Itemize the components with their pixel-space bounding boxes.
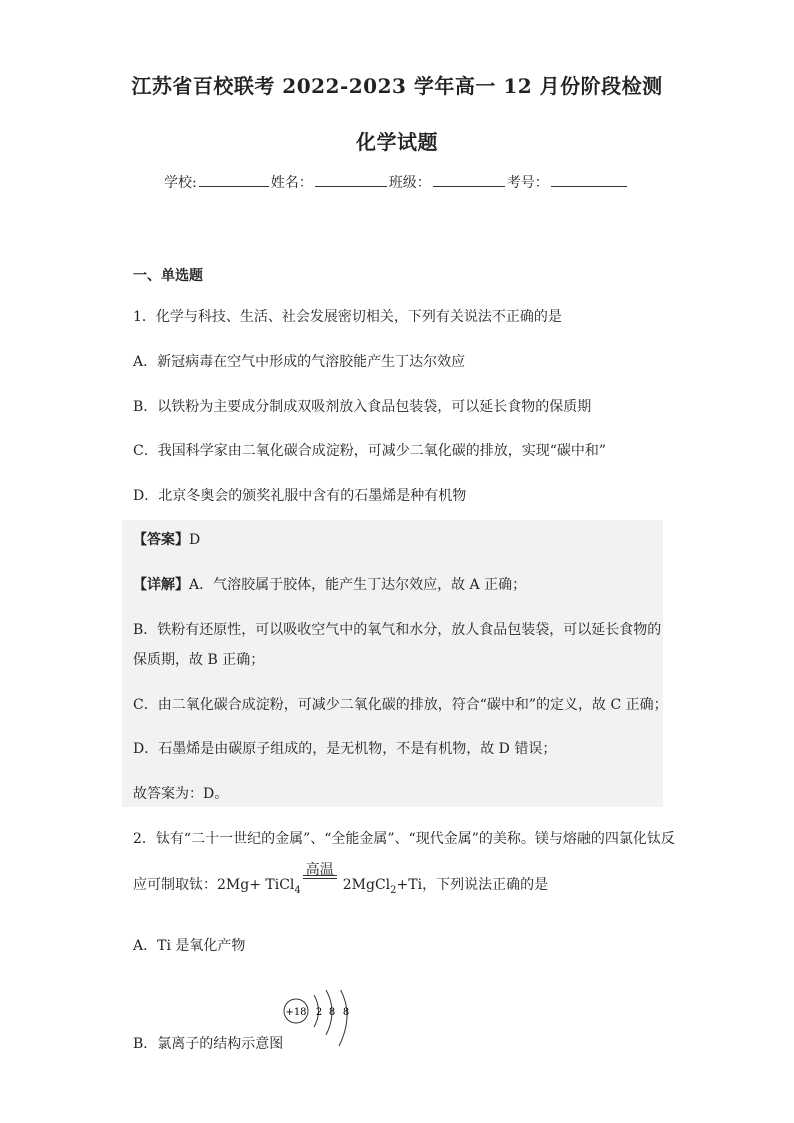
number-blank[interactable] (551, 171, 627, 187)
detail-line-1 (133, 574, 526, 594)
shell-electrons-3: 8 (342, 1007, 350, 1018)
detail-label: 【详解】 (133, 577, 189, 593)
reaction-reactants: 应可制取钛：2Mg+ TiCl (133, 877, 295, 893)
detail-line-6: 故答案为：D。 (133, 786, 229, 802)
chloride-ion-diagram (281, 990, 371, 1050)
shell-electrons-1: 2 (315, 1007, 323, 1018)
equals-bar-top (303, 875, 337, 876)
answer-value: D (189, 532, 201, 548)
detail-line-5: D．石墨烯是由碳原子组成的，是无机物，不是有机物，故 D 错误； (133, 741, 557, 757)
detail-line-3: 保质期，故 B 正确； (133, 652, 265, 668)
question-1-option-b: B．以铁粉为主要成分制成双吸剂放入食品包装袋，可以延长食物的保质期 (133, 399, 592, 415)
class-blank[interactable] (433, 171, 505, 187)
nucleus-charge: +18 (285, 1007, 307, 1018)
subscript-4: 4 (294, 884, 301, 896)
student-info-row (164, 171, 629, 192)
number-label: 考号： (506, 175, 549, 191)
question-1-stem: 1．化学与科技、生活、社会发展密切相关，下列有关说法不正确的是 (133, 309, 562, 325)
exam-subtitle: 化学试题 (356, 130, 438, 154)
question-2-stem-line-2 (133, 862, 549, 896)
answer-line (133, 529, 200, 549)
question-1-option-a: A．新冠病毒在空气中形成的气溶胶能产生丁达尔效应 (133, 354, 466, 370)
reaction-product: 2MgCl (342, 877, 391, 893)
shell-arc-3 (339, 990, 350, 1046)
question-1-option-c: C．我国科学家由二氧化碳合成淀粉，可减少二氧化碳的排放，实现“碳中和” (133, 443, 607, 459)
class-label: 班级： (388, 175, 431, 191)
detail-text: A．气溶胶属于胶体，能产生丁达尔效应，故 A 正确； (189, 577, 527, 593)
exam-title: 江苏省百校联考 2022-2023 学年高一 12 月份阶段检测 (131, 74, 663, 98)
question-2-option-a: A．Ti 是氧化产物 (133, 938, 246, 954)
reaction-suffix: +Ti，下列说法正确的是 (396, 877, 549, 893)
name-label: 姓名： (270, 175, 313, 191)
subscript-2: 2 (390, 884, 397, 896)
equals-bar-bottom (303, 878, 337, 879)
school-blank[interactable] (199, 171, 269, 187)
shell-electrons-2: 8 (328, 1007, 336, 1018)
detail-line-4: C．由二氧化碳合成淀粉，可减少二氧化碳的排放，符合“碳中和”的定义，故 C 正确； (133, 697, 668, 713)
question-2-option-b: B．氯离子的结构示意图 (133, 1036, 284, 1052)
reaction-condition: 高温 (305, 862, 334, 878)
reaction-arrow (303, 862, 337, 889)
question-2-stem-line-1: 2．钛有“二十一世纪的金属”、“全能金属”、“现代金属”的美称。镁与熔融的四氯化钛反 (133, 831, 675, 847)
section-heading: 一、单选题 (133, 268, 203, 284)
question-1-option-d: D．北京冬奥会的颁奖礼服中含有的石墨烯是种有机物 (133, 488, 467, 504)
name-blank[interactable] (315, 171, 387, 187)
school-label: 学校: (164, 175, 197, 191)
detail-line-2: B．铁粉有还原性，可以吸收空气中的氧气和水分，放人食品包装袋，可以延长食物的 (133, 622, 662, 638)
answer-label: 【答案】 (133, 532, 189, 548)
